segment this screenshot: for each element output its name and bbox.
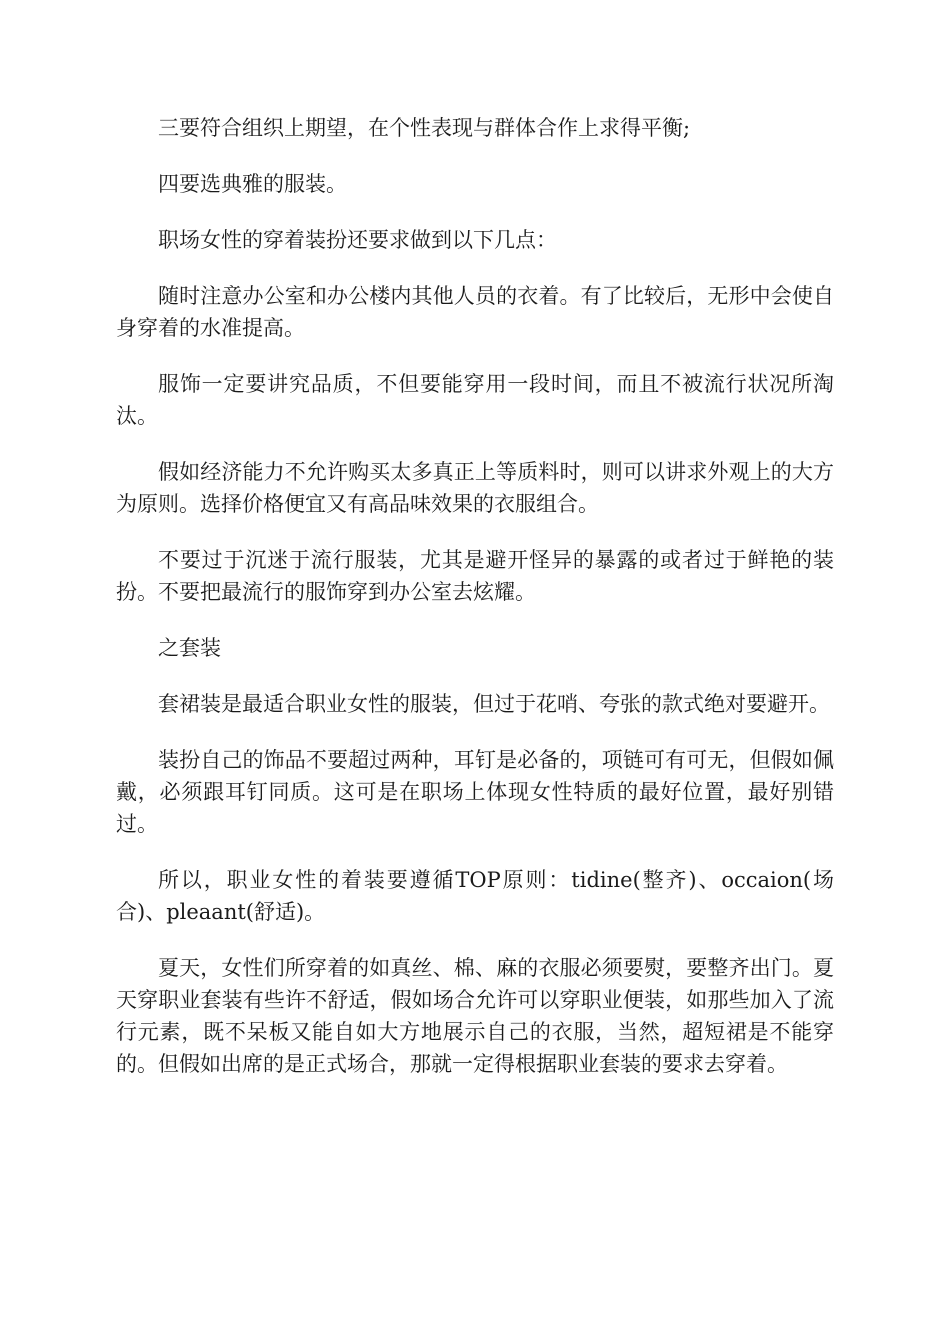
paragraph: 装扮自己的饰品不要超过两种，耳钉是必备的，项链可有可无，但假如佩戴，必须跟耳钉同质。这可是在职场上体现女性特质的最好位置，最好别错过。 — [116, 748, 834, 836]
paragraph: 职场女性的穿着装扮还要求做到以下几点： — [158, 228, 557, 252]
paragraph: 三要符合组织上期望，在个性表现与群体合作上求得平衡; — [158, 116, 691, 140]
paragraph: 假如经济能力不允许购买太多真正上等质料时，则可以讲求外观上的大方为原则。选择价格便宜又有高品味效果的衣服组合。 — [116, 460, 834, 516]
section-heading: 之套装 — [158, 636, 221, 660]
paragraph: 服饰一定要讲究品质，不但要能穿用一段时间，而且不被流行状况所淘汰。 — [116, 372, 834, 428]
paragraph: 不要过于沉迷于流行服装，尤其是避开怪异的暴露的或者过于鲜艳的装扮。不要把最流行的服饰穿到办公室去炫耀。 — [116, 548, 834, 604]
paragraph: 夏天，女性们所穿着的如真丝、棉、麻的衣服必须要熨，要整齐出门。夏天穿职业套装有些许不舒适，假如场合允许可以穿职业便装，如那些加入了流行元素，既不呆板又能自如大方地展示自己的衣服，当然，超短裙是不能穿的。但假如出席的是正式场合，那就一定得根据职业套装的要求去穿着。 — [116, 956, 834, 1076]
paragraph: 四要选典雅的服装。 — [158, 172, 347, 196]
document-body — [116, 112, 834, 1104]
paragraph: 随时注意办公室和办公楼内其他人员的衣着。有了比较后，无形中会使自身穿着的水准提高。 — [116, 284, 834, 340]
paragraph: 套裙装是最适合职业女性的服装，但过于花哨、夸张的款式绝对要避开。 — [158, 692, 830, 716]
paragraph: 所以，职业女性的着装要遵循TOP原则：tidine(整齐)、occaion(场合)、pleaant(舒适)。 — [116, 868, 834, 924]
